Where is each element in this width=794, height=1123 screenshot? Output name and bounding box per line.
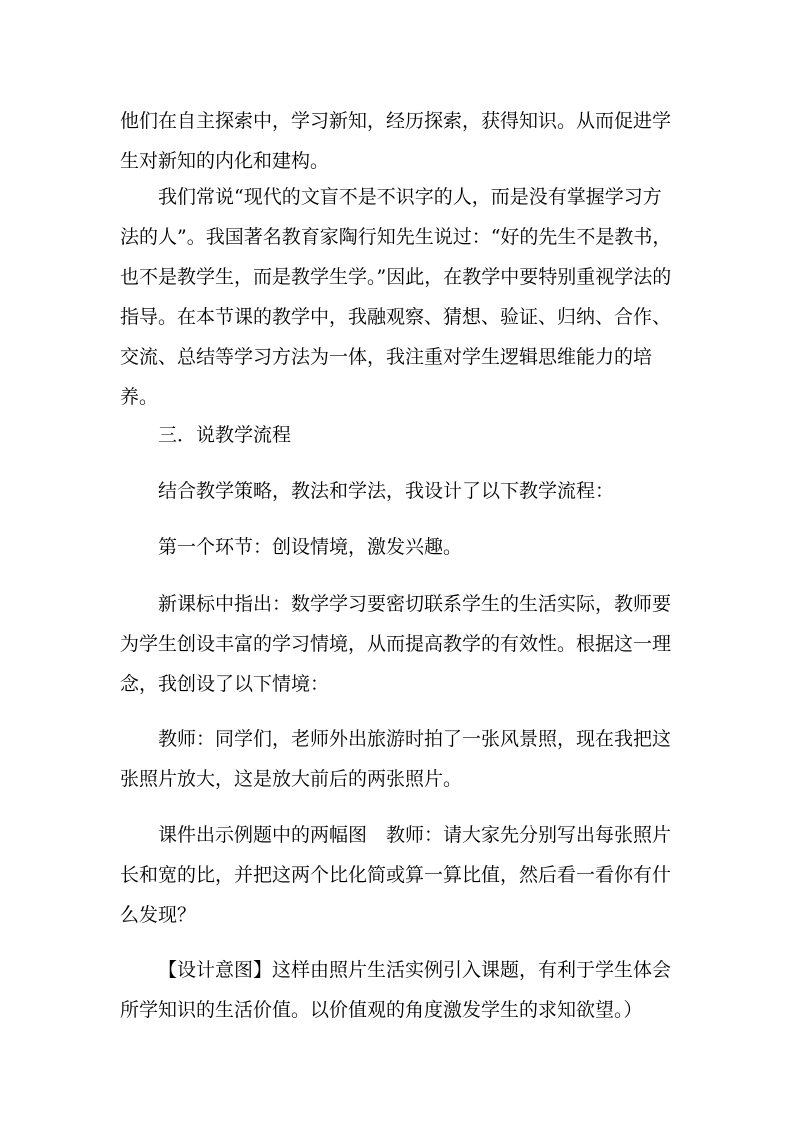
paragraph-7: 课件出示例题中的两幅图 教师：请大家先分别写出每张照片长和宽的比，并把这两个比化简或算一算比值，然后看一看你有什么发现？: [120, 824, 672, 926]
paragraph-6: 教师：同学们，老师外出旅游时拍了一张风景照，现在我把这张照片放大，这是放大前后的两张照片。: [120, 728, 672, 790]
paragraph-8: 【设计意图】这样由照片生活实例引入课题，有利于学生体会所学知识的生活价值。以价值观的角度激发学生的求知欲望。）: [120, 959, 672, 1021]
paragraph-2: 我们常说“现代的文盲不是不识字的人，而是没有掌握学习方法的人”。我国著名教育家陶行知先生说过：“好的先生不是教书，也不是教学生，而是教学生学。”因此，在教学中要特别重视学法的指导。在本节课的教学中，我融观察、猜想、验证、归纳、合作、交流、总结等学习方法为一体，我注重对学生逻辑思维能力的培养。: [120, 186, 672, 408]
paragraph-5: 新课标中指出：数学学习要密切联系学生的生活实际，教师要为学生创设丰富的学习情境，从而提高教学的有效性。根据这一理念，我创设了以下情境：: [120, 593, 672, 695]
paragraph-3: 结合教学策略，教法和学法，我设计了以下教学流程：: [158, 480, 615, 502]
section-heading: 三．说教学流程: [158, 424, 292, 446]
paragraph-4: 第一个环节：创设情境，激发兴趣。: [158, 536, 463, 558]
paragraph-1: 他们在自主探索中，学习新知，经历探索，获得知识。从而促进学生对新知的内化和建构。: [120, 110, 672, 172]
